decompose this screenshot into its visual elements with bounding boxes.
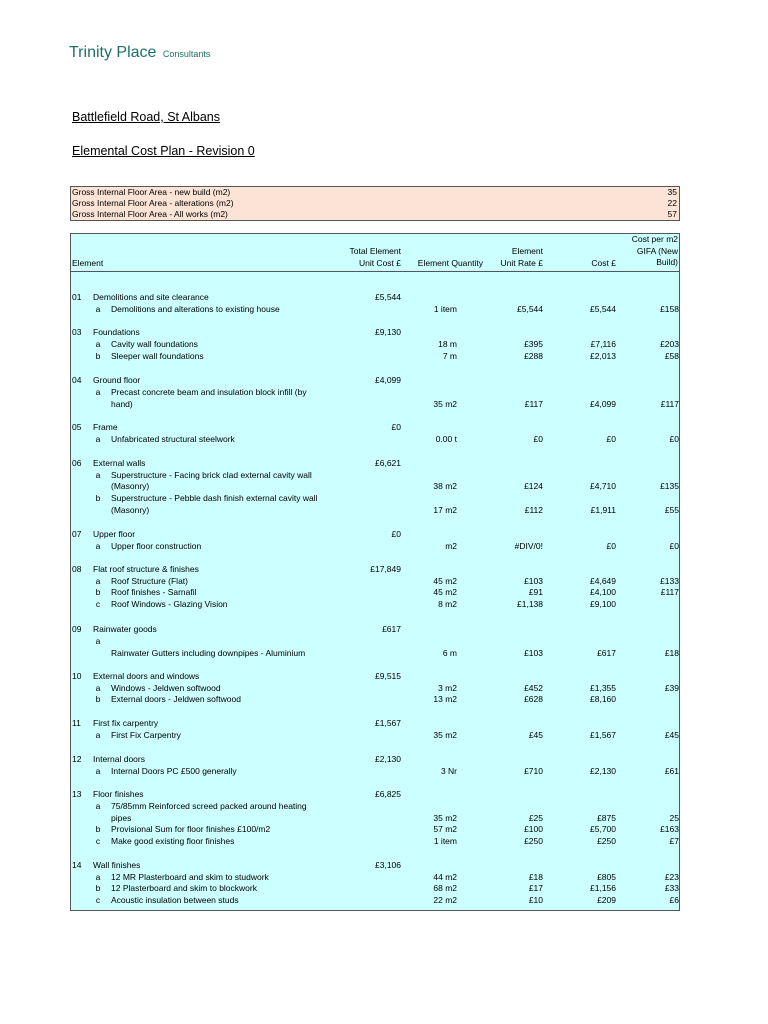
unit-rate: £103 — [524, 576, 543, 586]
cost: £5,700 — [590, 824, 616, 834]
quantity: 44 m2 — [433, 872, 457, 882]
header-cost: Cost £ — [591, 258, 616, 268]
table-row — [71, 399, 679, 411]
sub-item-letter: c — [95, 599, 101, 609]
quantity: 68 m2 — [433, 883, 457, 893]
cost: £4,710 — [590, 481, 616, 491]
floor-area-summary — [70, 186, 680, 221]
element-name: Frame — [93, 422, 118, 432]
item-description: Superstructure - Pebble dash finish external cavity wall — [111, 493, 318, 503]
header-text: GIFA (New — [636, 245, 678, 256]
header-text: Unit Rate £ — [500, 257, 543, 268]
document-title: Elemental Cost Plan - Revision 0 — [72, 144, 255, 158]
item-description: Make good existing floor finishes — [111, 836, 235, 846]
item-description: (Masonry) — [111, 505, 150, 515]
element-number: 12 — [72, 754, 82, 764]
cost: £5,544 — [590, 304, 616, 314]
element-number: 05 — [72, 422, 82, 432]
total-unit-cost: £5,544 — [375, 292, 401, 302]
sub-item-letter: a — [95, 636, 101, 646]
cost-per-m2: £33 — [664, 883, 679, 893]
unit-rate: £0 — [533, 434, 543, 444]
sub-item-letter: a — [95, 730, 101, 740]
floor-area-value: 57 — [667, 209, 677, 219]
quantity: 35 m2 — [433, 399, 457, 409]
cost-per-m2: £135 — [660, 481, 679, 491]
item-description: pipes — [111, 813, 132, 823]
element-heading-row — [71, 789, 679, 801]
item-description: Sleeper wall foundations — [111, 351, 204, 361]
table-row — [71, 895, 679, 907]
table-row — [71, 883, 679, 895]
item-description: Acoustic insulation between studs — [111, 895, 239, 905]
table-row — [71, 813, 679, 825]
item-description: Cavity wall foundations — [111, 339, 198, 349]
sub-item-letter: a — [95, 434, 101, 444]
quantity: 1 item — [433, 304, 457, 314]
sub-item-letter: b — [95, 493, 101, 503]
sub-item-letter: c — [95, 836, 101, 846]
quantity: 35 m2 — [433, 813, 457, 823]
unit-rate: #DIV/0! — [514, 541, 543, 551]
unit-rate: £124 — [524, 481, 543, 491]
table-row — [71, 304, 679, 316]
cost-per-m2: £58 — [664, 351, 679, 361]
element-heading-row — [71, 671, 679, 683]
total-unit-cost: £0 — [391, 529, 401, 539]
element-number: 14 — [72, 860, 82, 870]
header-element: Element — [72, 258, 104, 268]
table-row — [71, 470, 679, 482]
table-row — [71, 824, 679, 836]
cost-plan-table — [70, 233, 680, 911]
cost: £4,099 — [590, 399, 616, 409]
header-text: Build) — [656, 257, 678, 267]
element-number: 10 — [72, 671, 82, 681]
item-description: Roof finishes - Sarnafil — [111, 587, 197, 597]
total-unit-cost: £17,849 — [370, 564, 401, 574]
total-unit-cost: £6,825 — [375, 789, 401, 799]
item-description: (Masonry) — [111, 481, 150, 491]
quantity: 17 m2 — [433, 505, 457, 515]
unit-rate: £117 — [524, 399, 543, 409]
table-row — [71, 648, 679, 660]
cost: £250 — [597, 836, 616, 846]
sub-item-letter: a — [95, 541, 101, 551]
item-description: 75/85mm Reinforced screed packed around heating — [111, 801, 307, 811]
element-name: Demolitions and site clearance — [93, 292, 209, 302]
element-name: External walls — [93, 458, 146, 468]
table-row — [71, 766, 679, 778]
table-row — [71, 339, 679, 351]
unit-rate: £5,544 — [517, 304, 543, 314]
element-heading-row — [71, 422, 679, 434]
header-text: Element — [511, 246, 543, 256]
unit-rate: £103 — [524, 648, 543, 658]
item-description: Demolitions and alterations to existing house — [111, 304, 280, 314]
cost-per-m2: £45 — [664, 730, 679, 740]
sub-item-letter: a — [95, 339, 101, 349]
unit-rate: £100 — [524, 824, 543, 834]
total-unit-cost: £6,621 — [375, 458, 401, 468]
cost-per-m2: £203 — [660, 339, 679, 349]
element-name: Foundations — [93, 327, 140, 337]
cost: £4,649 — [590, 576, 616, 586]
item-description: Windows - Jeldwen softwood — [111, 683, 221, 693]
item-description: First Fix Carpentry — [111, 730, 181, 740]
table-row — [71, 493, 679, 505]
element-number: 08 — [72, 564, 82, 574]
cost-per-m2: £7 — [669, 836, 679, 846]
table-row — [71, 872, 679, 884]
sub-item-letter: b — [95, 351, 101, 361]
quantity: 3 m2 — [438, 683, 457, 693]
sub-item-letter: a — [95, 766, 101, 776]
sub-item-letter: b — [95, 824, 101, 834]
cost-per-m2: £133 — [660, 576, 679, 586]
header-element-unit-rate — [500, 246, 543, 269]
table-row — [71, 481, 679, 493]
quantity: 45 m2 — [433, 587, 457, 597]
unit-rate: £18 — [528, 872, 543, 882]
sub-item-letter: b — [95, 587, 101, 597]
unit-rate: £10 — [528, 895, 543, 905]
cost: £4,100 — [590, 587, 616, 597]
item-description: 12 Plasterboard and skim to blockwork — [111, 883, 257, 893]
cost-per-m2: £6 — [669, 895, 679, 905]
total-unit-cost: £9,515 — [375, 671, 401, 681]
sub-item-letter: c — [95, 895, 101, 905]
floor-area-row — [72, 187, 677, 198]
cost-per-m2: £158 — [660, 304, 679, 314]
element-heading-row — [71, 860, 679, 872]
cost: £0 — [606, 434, 616, 444]
quantity: 13 m2 — [433, 694, 457, 704]
element-number: 09 — [72, 624, 82, 634]
header-cost-per-m2 — [632, 234, 678, 269]
sub-item-letter: a — [95, 470, 101, 480]
table-row — [71, 636, 679, 648]
unit-rate: £288 — [524, 351, 543, 361]
header-total-unit-cost — [350, 246, 402, 269]
element-heading-row — [71, 375, 679, 387]
total-unit-cost: £4,099 — [375, 375, 401, 385]
header-element-quantity: Element Quantity — [417, 258, 483, 268]
cost-per-m2: £0 — [669, 541, 679, 551]
element-name: Flat roof structure & finishes — [93, 564, 199, 574]
item-description: Roof Windows - Glazing Vision — [111, 599, 228, 609]
unit-rate: £452 — [524, 683, 543, 693]
sub-item-letter: a — [95, 872, 101, 882]
cost: £1,156 — [590, 883, 616, 893]
header-text: Total Element — [349, 246, 401, 256]
cost: £7,116 — [590, 339, 616, 349]
total-unit-cost: £0 — [391, 422, 401, 432]
table-row — [71, 730, 679, 742]
item-description: Rainwater Gutters including downpipes - Aluminium — [111, 648, 306, 658]
unit-rate: £25 — [528, 813, 543, 823]
item-description: Internal Doors PC £500 generally — [111, 766, 237, 776]
quantity: 38 m2 — [433, 481, 457, 491]
table-row — [71, 434, 679, 446]
sub-item-letter: a — [95, 576, 101, 586]
sub-item-letter: a — [95, 801, 101, 811]
item-description: Unfabricated structural steelwork — [111, 434, 235, 444]
cost-per-m2: £23 — [664, 872, 679, 882]
sub-item-letter: b — [95, 694, 101, 704]
quantity: 35 m2 — [433, 730, 457, 740]
cost-per-m2: £163 — [660, 824, 679, 834]
quantity: 6 m — [442, 648, 457, 658]
quantity: 18 m — [438, 339, 457, 349]
floor-area-value: 35 — [667, 187, 677, 197]
project-title: Battlefield Road, St Albans — [72, 110, 221, 124]
table-row — [71, 576, 679, 588]
unit-rate: £710 — [524, 766, 543, 776]
item-description: Roof Structure (Flat) — [111, 576, 188, 586]
table-row — [71, 683, 679, 695]
item-description: 12 MR Plasterboard and skim to studwork — [111, 872, 269, 882]
table-row — [71, 836, 679, 848]
item-description: Upper floor construction — [111, 541, 202, 551]
unit-rate: £395 — [524, 339, 543, 349]
cost: £9,100 — [590, 599, 616, 609]
element-name: Upper floor — [93, 529, 136, 539]
header-divider — [71, 271, 679, 272]
element-number: 03 — [72, 327, 82, 337]
cost-per-m2: £117 — [660, 587, 679, 597]
floor-area-label: Gross Internal Floor Area - alterations (m2) — [72, 198, 234, 208]
cost-per-m2: £18 — [664, 648, 679, 658]
element-number: 06 — [72, 458, 82, 468]
element-heading-row — [71, 624, 679, 636]
quantity: 0.00 t — [435, 434, 457, 444]
quantity: 3 Nr — [440, 766, 457, 776]
cost: £805 — [597, 872, 616, 882]
element-heading-row — [71, 564, 679, 576]
total-unit-cost: £2,130 — [375, 754, 401, 764]
quantity: 7 m — [442, 351, 457, 361]
element-name: Rainwater goods — [93, 624, 157, 634]
element-name: Wall finishes — [93, 860, 141, 870]
unit-rate: £112 — [524, 505, 543, 515]
item-description: Precast concrete beam and insulation block infill (by — [111, 387, 307, 397]
quantity: 22 m2 — [433, 895, 457, 905]
header-text: Unit Cost £ — [358, 257, 401, 268]
floor-area-label: Gross Internal Floor Area - new build (m2) — [72, 187, 231, 197]
element-name: Floor finishes — [93, 789, 144, 799]
element-name: Ground floor — [93, 375, 141, 385]
quantity: m2 — [445, 541, 457, 551]
element-heading-row — [71, 718, 679, 730]
cost-per-m2: 25 — [669, 813, 679, 823]
element-heading-row — [71, 529, 679, 541]
element-name: First fix carpentry — [93, 718, 159, 728]
quantity: 57 m2 — [433, 824, 457, 834]
unit-rate: £91 — [528, 587, 543, 597]
element-number: 13 — [72, 789, 82, 799]
element-number: 04 — [72, 375, 82, 385]
cost: £1,911 — [590, 505, 616, 515]
table-row — [71, 587, 679, 599]
sub-item-letter: b — [95, 883, 101, 893]
item-description: Superstructure - Facing brick clad external cavity wall — [111, 470, 312, 480]
cost: £2,130 — [590, 766, 616, 776]
cost-per-m2: £61 — [664, 766, 679, 776]
company-logo — [69, 44, 210, 62]
cost: £8,160 — [590, 694, 616, 704]
table-row — [71, 801, 679, 813]
table-row — [71, 351, 679, 363]
element-name: Internal doors — [93, 754, 145, 764]
element-number: 01 — [72, 292, 82, 302]
cost: £1,355 — [590, 683, 616, 693]
unit-rate: £628 — [524, 694, 543, 704]
element-heading-row — [71, 458, 679, 470]
item-description: External doors - Jeldwen softwood — [111, 694, 241, 704]
unit-rate: £250 — [524, 836, 543, 846]
unit-rate: £1,138 — [517, 599, 543, 609]
element-heading-row — [71, 754, 679, 766]
floor-area-label: Gross Internal Floor Area - All works (m2) — [72, 209, 228, 219]
cost-per-m2: £55 — [664, 505, 679, 515]
cost-per-m2: £117 — [660, 399, 679, 409]
floor-area-row — [72, 198, 677, 209]
element-number: 07 — [72, 529, 82, 539]
element-name: External doors and windows — [93, 671, 200, 681]
header-text: Cost per m2 — [631, 234, 678, 244]
sub-item-letter: a — [95, 683, 101, 693]
total-unit-cost: £617 — [382, 624, 401, 634]
cost-per-m2: £39 — [664, 683, 679, 693]
cost-per-m2: £0 — [669, 434, 679, 444]
total-unit-cost: £3,106 — [375, 860, 401, 870]
quantity: 45 m2 — [433, 576, 457, 586]
quantity: 8 m2 — [438, 599, 457, 609]
cost: £209 — [597, 895, 616, 905]
sub-item-letter: a — [95, 304, 101, 314]
floor-area-row — [72, 209, 677, 220]
element-heading-row — [71, 327, 679, 339]
table-row — [71, 694, 679, 706]
table-row — [71, 387, 679, 399]
floor-area-value: 22 — [667, 198, 677, 208]
unit-rate: £17 — [528, 883, 543, 893]
cost: £2,013 — [590, 351, 616, 361]
table-row — [71, 505, 679, 517]
item-description: Provisional Sum for floor finishes £100/m2 — [111, 824, 271, 834]
cost: £1,567 — [590, 730, 616, 740]
element-heading-row — [71, 292, 679, 304]
unit-rate: £45 — [528, 730, 543, 740]
sub-item-letter: a — [95, 387, 101, 397]
total-unit-cost: £1,567 — [375, 718, 401, 728]
cost: £0 — [606, 541, 616, 551]
cost: £875 — [597, 813, 616, 823]
cost: £617 — [597, 648, 616, 658]
total-unit-cost: £9,130 — [375, 327, 401, 337]
company-suffix: Consultants — [162, 49, 211, 59]
quantity: 1 item — [433, 836, 457, 846]
item-description: hand) — [111, 399, 133, 409]
element-number: 11 — [72, 718, 81, 728]
table-row — [71, 599, 679, 611]
company-name: Trinity Place — [69, 44, 157, 61]
table-row — [71, 541, 679, 553]
